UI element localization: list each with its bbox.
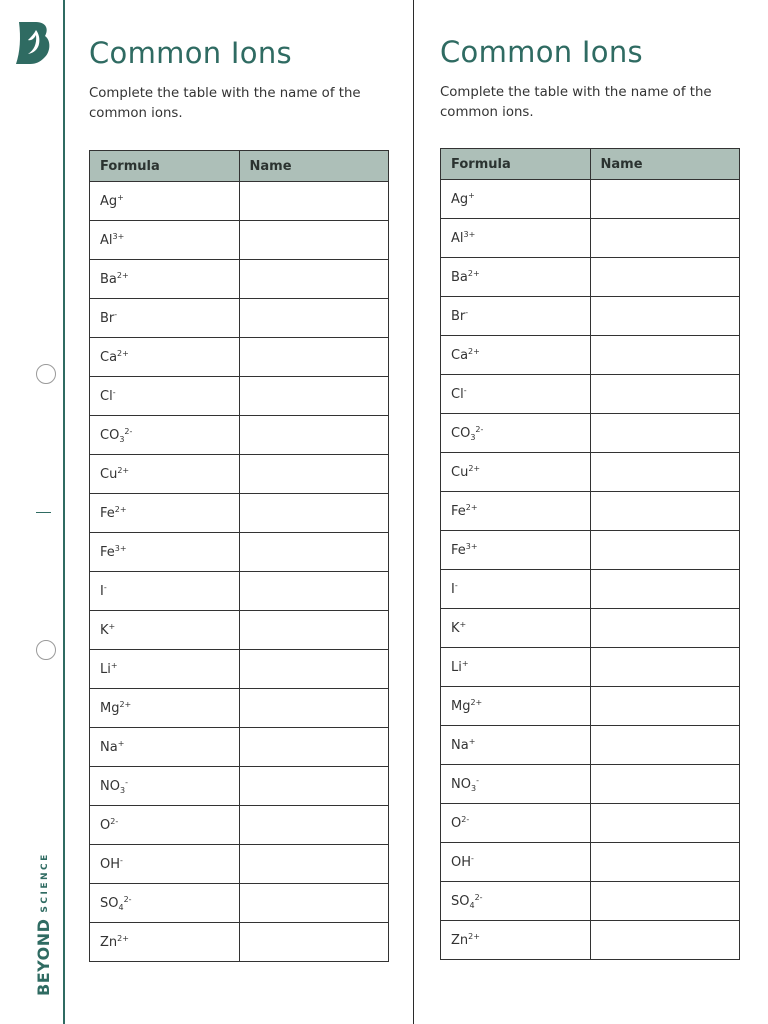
ion-charge: 3+	[463, 229, 476, 239]
formula-cell	[441, 375, 591, 414]
column-header-formula: Formula	[90, 151, 240, 182]
formula-base: Ba	[451, 269, 468, 285]
ion-row	[90, 611, 389, 650]
ions-table	[89, 150, 389, 962]
name-answer-cell[interactable]	[239, 689, 389, 728]
ion-charge: +	[468, 190, 475, 200]
formula-base: OH	[100, 856, 121, 872]
formula-cell	[441, 297, 591, 336]
ion-row	[90, 767, 389, 806]
formula-base: Ca	[100, 349, 118, 365]
column-header-name: Name	[590, 149, 740, 180]
name-answer-cell[interactable]	[239, 728, 389, 767]
formula-base: Fe	[451, 542, 466, 558]
formula-base: I	[100, 583, 104, 599]
formula-cell	[90, 338, 240, 377]
ion-charge: -	[463, 385, 467, 395]
ion-charge: 2-	[123, 894, 132, 904]
formula-cell	[441, 531, 591, 570]
formula-cell	[441, 882, 591, 921]
name-answer-cell[interactable]	[239, 299, 389, 338]
formula-base: Fe	[451, 503, 466, 519]
name-answer-cell[interactable]	[239, 611, 389, 650]
ions-table-body	[441, 180, 740, 960]
formula-cell	[90, 377, 240, 416]
formula-cell	[90, 572, 240, 611]
beyond-b-logo-icon	[14, 20, 52, 66]
name-answer-cell[interactable]	[239, 767, 389, 806]
ion-row	[441, 297, 740, 336]
formula-base: Ca	[451, 347, 469, 363]
ion-charge: +	[117, 192, 124, 202]
formula-base: SO	[451, 893, 470, 909]
formula-base: I	[451, 581, 455, 597]
ion-charge: 3+	[112, 231, 125, 241]
formula-cell	[441, 258, 591, 297]
name-answer-cell[interactable]	[590, 882, 740, 921]
name-answer-cell[interactable]	[590, 492, 740, 531]
formula-cell	[441, 453, 591, 492]
ion-row	[90, 572, 389, 611]
formula-base: Mg	[100, 700, 120, 716]
ion-charge: 2+	[114, 504, 127, 514]
ion-charge: 2-	[461, 814, 470, 824]
formula-cell	[90, 494, 240, 533]
formula-cell	[441, 765, 591, 804]
name-answer-cell[interactable]	[590, 375, 740, 414]
brand-word-small: SCIENCE	[40, 852, 50, 913]
formula-base: Zn	[451, 932, 469, 948]
formula-base: SO	[100, 895, 119, 911]
ion-row	[90, 221, 389, 260]
ion-charge: 2+	[117, 348, 129, 358]
ion-charge: -	[476, 775, 479, 785]
ion-charge: 2+	[119, 699, 132, 709]
ion-row	[441, 570, 740, 609]
ion-charge: 2-	[124, 426, 133, 436]
ion-row	[441, 804, 740, 843]
formula-cell	[90, 455, 240, 494]
ion-row	[90, 845, 389, 884]
formula-subscript: 3	[470, 432, 476, 442]
binder-hole	[36, 640, 56, 660]
ion-charge: 2+	[117, 465, 130, 475]
formula-cell	[441, 726, 591, 765]
ion-charge: 2+	[468, 931, 480, 941]
cut-line	[413, 0, 414, 1024]
formula-cell	[441, 609, 591, 648]
formula-cell	[441, 804, 591, 843]
ion-row	[90, 650, 389, 689]
name-answer-cell[interactable]	[590, 570, 740, 609]
formula-cell	[90, 845, 240, 884]
name-answer-cell[interactable]	[590, 843, 740, 882]
ion-charge: +	[461, 658, 469, 668]
formula-cell	[90, 416, 240, 455]
formula-base: Mg	[451, 698, 471, 714]
formula-cell	[441, 492, 591, 531]
formula-base: Al	[451, 230, 464, 246]
formula-base: Li	[451, 659, 462, 675]
name-answer-cell[interactable]	[590, 765, 740, 804]
ion-row	[441, 492, 740, 531]
formula-base: CO	[451, 425, 471, 441]
ion-row	[90, 416, 389, 455]
name-answer-cell[interactable]	[590, 453, 740, 492]
formula-base: O	[100, 817, 111, 833]
formula-base: Fe	[100, 505, 115, 521]
ion-charge: +	[468, 736, 476, 746]
ion-charge: 2-	[475, 424, 484, 434]
name-answer-cell[interactable]	[590, 297, 740, 336]
column-header-name: Name	[239, 151, 389, 182]
ion-row	[441, 765, 740, 804]
formula-base: Ag	[451, 191, 469, 207]
ion-row	[90, 533, 389, 572]
ion-charge: +	[110, 660, 118, 670]
brand-wordmark	[34, 852, 53, 996]
worksheet-right	[440, 33, 740, 960]
ion-row	[90, 338, 389, 377]
ions-table	[440, 148, 740, 960]
formula-cell	[90, 923, 240, 962]
ion-row	[441, 609, 740, 648]
formula-cell	[441, 648, 591, 687]
name-answer-cell[interactable]	[239, 377, 389, 416]
ion-row	[441, 219, 740, 258]
ion-row	[441, 882, 740, 921]
ion-charge: -	[103, 582, 107, 592]
formula-cell	[90, 806, 240, 845]
ion-row	[90, 455, 389, 494]
ion-row	[90, 806, 389, 845]
worksheet-title: Common Ions	[440, 35, 643, 69]
ion-charge: 2+	[468, 463, 481, 473]
ion-charge: -	[471, 853, 474, 863]
formula-base: CO	[100, 427, 120, 443]
ion-row	[441, 414, 740, 453]
formula-cell	[441, 180, 591, 219]
ion-charge: -	[112, 387, 116, 397]
ion-row	[441, 843, 740, 882]
name-answer-cell[interactable]	[590, 219, 740, 258]
name-answer-cell[interactable]	[239, 455, 389, 494]
ion-charge: -	[114, 309, 118, 319]
formula-cell	[90, 299, 240, 338]
ion-charge: 2+	[116, 270, 129, 280]
formula-cell	[90, 767, 240, 806]
formula-cell	[90, 689, 240, 728]
worksheet-title: Common Ions	[89, 36, 292, 70]
formula-cell	[90, 884, 240, 923]
formula-base: Cl	[100, 388, 113, 404]
ion-row	[441, 726, 740, 765]
formula-base: K	[100, 622, 109, 638]
ion-charge: 2+	[117, 933, 129, 943]
name-answer-cell[interactable]	[590, 336, 740, 375]
name-answer-cell[interactable]	[239, 494, 389, 533]
ion-row	[441, 921, 740, 960]
name-answer-cell[interactable]	[590, 804, 740, 843]
name-answer-cell[interactable]	[239, 884, 389, 923]
formula-base: Ag	[100, 193, 118, 209]
formula-base: K	[451, 620, 460, 636]
name-answer-cell[interactable]	[239, 923, 389, 962]
formula-subscript: 4	[118, 902, 124, 912]
ion-row	[441, 648, 740, 687]
ion-charge: 2-	[110, 816, 119, 826]
formula-base: Zn	[100, 934, 118, 950]
name-answer-cell[interactable]	[239, 806, 389, 845]
table-header-row	[441, 149, 740, 180]
ion-charge: +	[108, 621, 116, 631]
column-header-formula: Formula	[441, 149, 591, 180]
formula-cell	[90, 650, 240, 689]
ion-row	[441, 531, 740, 570]
formula-subscript: 3	[119, 785, 126, 795]
name-answer-cell[interactable]	[239, 650, 389, 689]
formula-cell	[441, 219, 591, 258]
formula-subscript: 4	[469, 900, 475, 910]
brand-word: BEYOND	[34, 918, 53, 996]
formula-cell	[441, 414, 591, 453]
worksheet-instructions: Complete the table with the name of the common ions.	[89, 86, 361, 121]
name-answer-cell[interactable]	[590, 648, 740, 687]
ion-row	[90, 260, 389, 299]
name-answer-cell[interactable]	[590, 609, 740, 648]
name-answer-cell[interactable]	[590, 258, 740, 297]
ion-row	[90, 494, 389, 533]
name-answer-cell[interactable]	[590, 414, 740, 453]
formula-base: NO	[451, 776, 471, 792]
ion-charge: 2+	[467, 268, 480, 278]
formula-base: O	[451, 815, 462, 831]
ion-row	[441, 453, 740, 492]
ion-row	[441, 336, 740, 375]
ion-charge: -	[454, 580, 458, 590]
name-answer-cell[interactable]	[590, 687, 740, 726]
formula-subscript: 3	[119, 434, 125, 444]
formula-cell	[90, 260, 240, 299]
name-answer-cell[interactable]	[590, 180, 740, 219]
ion-charge: 3+	[114, 543, 127, 553]
ion-row	[90, 884, 389, 923]
formula-base: Br	[451, 308, 466, 324]
formula-subscript: 3	[470, 783, 477, 793]
ion-charge: 3+	[465, 541, 478, 551]
ion-charge: -	[125, 777, 128, 787]
name-answer-cell[interactable]	[239, 533, 389, 572]
name-answer-cell[interactable]	[239, 182, 389, 221]
ion-charge: 2-	[474, 892, 483, 902]
ion-row	[441, 258, 740, 297]
ion-charge: 2+	[468, 346, 480, 356]
binder-hole	[36, 364, 56, 384]
formula-base: Ba	[100, 271, 117, 287]
ions-table-body	[90, 182, 389, 962]
formula-cell	[441, 687, 591, 726]
name-answer-cell[interactable]	[590, 531, 740, 570]
table-header-row	[90, 151, 389, 182]
ion-row	[90, 377, 389, 416]
name-answer-cell[interactable]	[239, 338, 389, 377]
worksheet-instructions: Complete the table with the name of the common ions.	[440, 85, 712, 120]
ion-charge: 2+	[465, 502, 478, 512]
formula-base: Cu	[100, 466, 118, 482]
formula-cell	[90, 728, 240, 767]
formula-base: Al	[100, 232, 113, 248]
formula-base: Cl	[451, 386, 464, 402]
ion-charge: +	[459, 619, 467, 629]
ion-row	[90, 728, 389, 767]
ion-row	[441, 375, 740, 414]
formula-cell	[441, 570, 591, 609]
name-answer-cell[interactable]	[590, 921, 740, 960]
name-answer-cell[interactable]	[239, 572, 389, 611]
ion-charge: 2+	[470, 697, 483, 707]
name-answer-cell[interactable]	[239, 221, 389, 260]
ion-row	[441, 687, 740, 726]
name-answer-cell[interactable]	[590, 726, 740, 765]
worksheet-left	[89, 34, 389, 962]
formula-cell	[90, 533, 240, 572]
fold-mark	[36, 512, 51, 513]
formula-base: Cu	[451, 464, 469, 480]
ion-charge: -	[120, 855, 123, 865]
formula-base: Na	[100, 739, 118, 755]
ion-row	[90, 923, 389, 962]
formula-base: OH	[451, 854, 472, 870]
ion-charge: -	[465, 307, 469, 317]
formula-base: Fe	[100, 544, 115, 560]
ion-row	[90, 689, 389, 728]
name-answer-cell[interactable]	[239, 845, 389, 884]
ion-row	[90, 182, 389, 221]
formula-base: NO	[100, 778, 120, 794]
ion-row	[90, 299, 389, 338]
ion-row	[441, 180, 740, 219]
formula-cell	[90, 611, 240, 650]
formula-cell	[90, 221, 240, 260]
name-answer-cell[interactable]	[239, 416, 389, 455]
formula-cell	[90, 182, 240, 221]
name-answer-cell[interactable]	[239, 260, 389, 299]
margin-line	[63, 0, 65, 1024]
formula-base: Br	[100, 310, 115, 326]
ion-charge: +	[117, 738, 125, 748]
formula-base: Li	[100, 661, 111, 677]
formula-cell	[441, 336, 591, 375]
formula-cell	[441, 921, 591, 960]
formula-base: Na	[451, 737, 469, 753]
formula-cell	[441, 843, 591, 882]
